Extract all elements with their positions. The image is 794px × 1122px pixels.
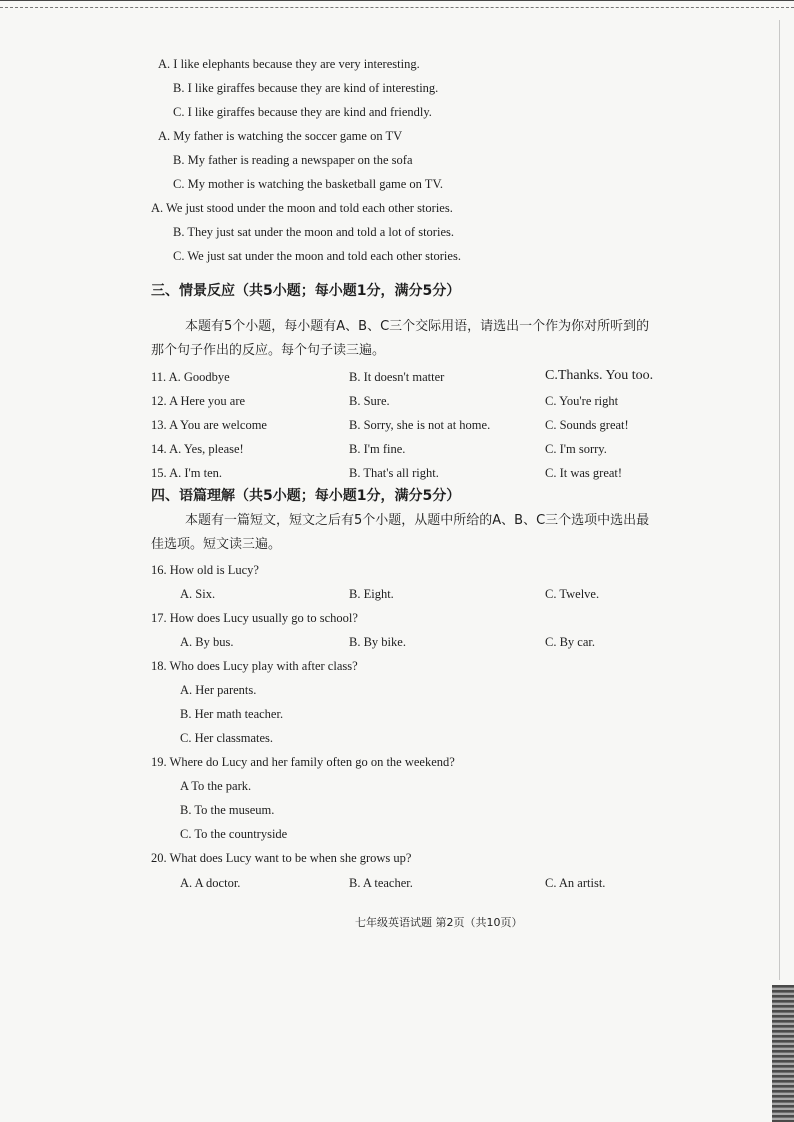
section4-instruction-line2: 佳选项。短文读三遍。: [151, 537, 282, 552]
q16-option-b: B. Eight.: [349, 587, 394, 601]
q8-option-c: C. I like giraffes because they are kind and friendly.: [173, 105, 432, 119]
q13-option-b: B. Sorry, she is not at home.: [349, 418, 491, 432]
q13-option-a: 13. A You are welcome: [151, 418, 267, 432]
scan-right-edge: [779, 20, 780, 980]
q15-option-a: 15. A. I'm ten.: [151, 466, 222, 480]
q18-option-a: A. Her parents.: [180, 683, 257, 697]
q19-option-c: C. To the countryside: [180, 827, 288, 841]
q16-option-c: C. Twelve.: [545, 587, 600, 601]
q19-option-a: A To the park.: [180, 779, 252, 793]
q14-option-a: 14. A. Yes, please!: [151, 442, 244, 456]
q18-question: 18. Who does Lucy play with after class?: [151, 659, 358, 673]
page-footer: 七年级英语试题 第2页（共10页）: [355, 916, 523, 929]
q17-option-a: A. By bus.: [180, 635, 234, 649]
q11-option-c: C.Thanks. You too.: [545, 368, 654, 383]
q15-option-c: C. It was great!: [545, 466, 623, 480]
section4-instruction-line1: 本题有一篇短文，短文之后有5个小题，从题中所给的A、B、C三个选项中选出最: [185, 513, 650, 528]
q9-option-c: C. My mother is watching the basketball game on TV.: [173, 177, 443, 191]
q12-option-c: C. You're right: [545, 394, 619, 408]
q14-option-b: B. I'm fine.: [349, 442, 406, 456]
section3-instruction-line1: 本题有5个小题，每小题有A、B、C三个交际用语，请选出一个作为你对所听到的: [185, 319, 650, 334]
scan-top-border: [0, 0, 794, 8]
q9-option-a: A. My father is watching the soccer game on TV: [158, 129, 403, 143]
q16-question: 16. How old is Lucy?: [151, 563, 259, 577]
q20-option-a: A. A doctor.: [180, 876, 241, 890]
q19-option-b: B. To the museum.: [180, 803, 275, 817]
section3-title: 三、情景反应（共5小题；每小题1分，满分5分）: [151, 283, 461, 299]
q15-option-b: B. That's all right.: [349, 466, 439, 480]
q14-option-c: C. I'm sorry.: [545, 442, 607, 456]
q17-question: 17. How does Lucy usually go to school?: [151, 611, 358, 625]
q17-option-c: C. By car.: [545, 635, 595, 649]
q20-question: 20. What does Lucy want to be when she grows up?: [151, 851, 412, 865]
q16-option-a: A. Six.: [180, 587, 216, 601]
section3-instruction-line2: 那个句子作出的反应。每个句子读三遍。: [151, 343, 386, 358]
q9-option-b: B. My father is reading a newspaper on the sofa: [173, 153, 413, 167]
q8-option-a: A. I like elephants because they are very interesting.: [158, 57, 420, 71]
q20-option-b: B. A teacher.: [349, 876, 413, 890]
q19-question: 19. Where do Lucy and her family often go on the weekend?: [151, 755, 455, 769]
q12-option-a: 12. A Here you are: [151, 394, 246, 408]
q17-option-b: B. By bike.: [349, 635, 406, 649]
scan-edge-artifact: [772, 985, 794, 1122]
q10-option-a: A. We just stood under the moon and told each other stories.: [151, 201, 453, 215]
q8-option-b: B. I like giraffes because they are kind of interesting.: [173, 81, 439, 95]
q13-option-c: C. Sounds great!: [545, 418, 629, 432]
q10-option-c: C. We just sat under the moon and told each other stories.: [173, 249, 461, 263]
q18-option-b: B. Her math teacher.: [180, 707, 284, 721]
q11-option-a: 11. A. Goodbye: [151, 370, 230, 384]
q20-option-c: C. An artist.: [545, 876, 606, 890]
q10-option-b: B. They just sat under the moon and told a lot of stories.: [173, 225, 454, 239]
q18-option-c: C. Her classmates.: [180, 731, 274, 745]
q11-option-b: B. It doesn't matter: [349, 370, 445, 384]
q12-option-b: B. Sure.: [349, 394, 390, 408]
section4-title: 四、语篇理解（共5小题；每小题1分，满分5分）: [151, 488, 461, 504]
